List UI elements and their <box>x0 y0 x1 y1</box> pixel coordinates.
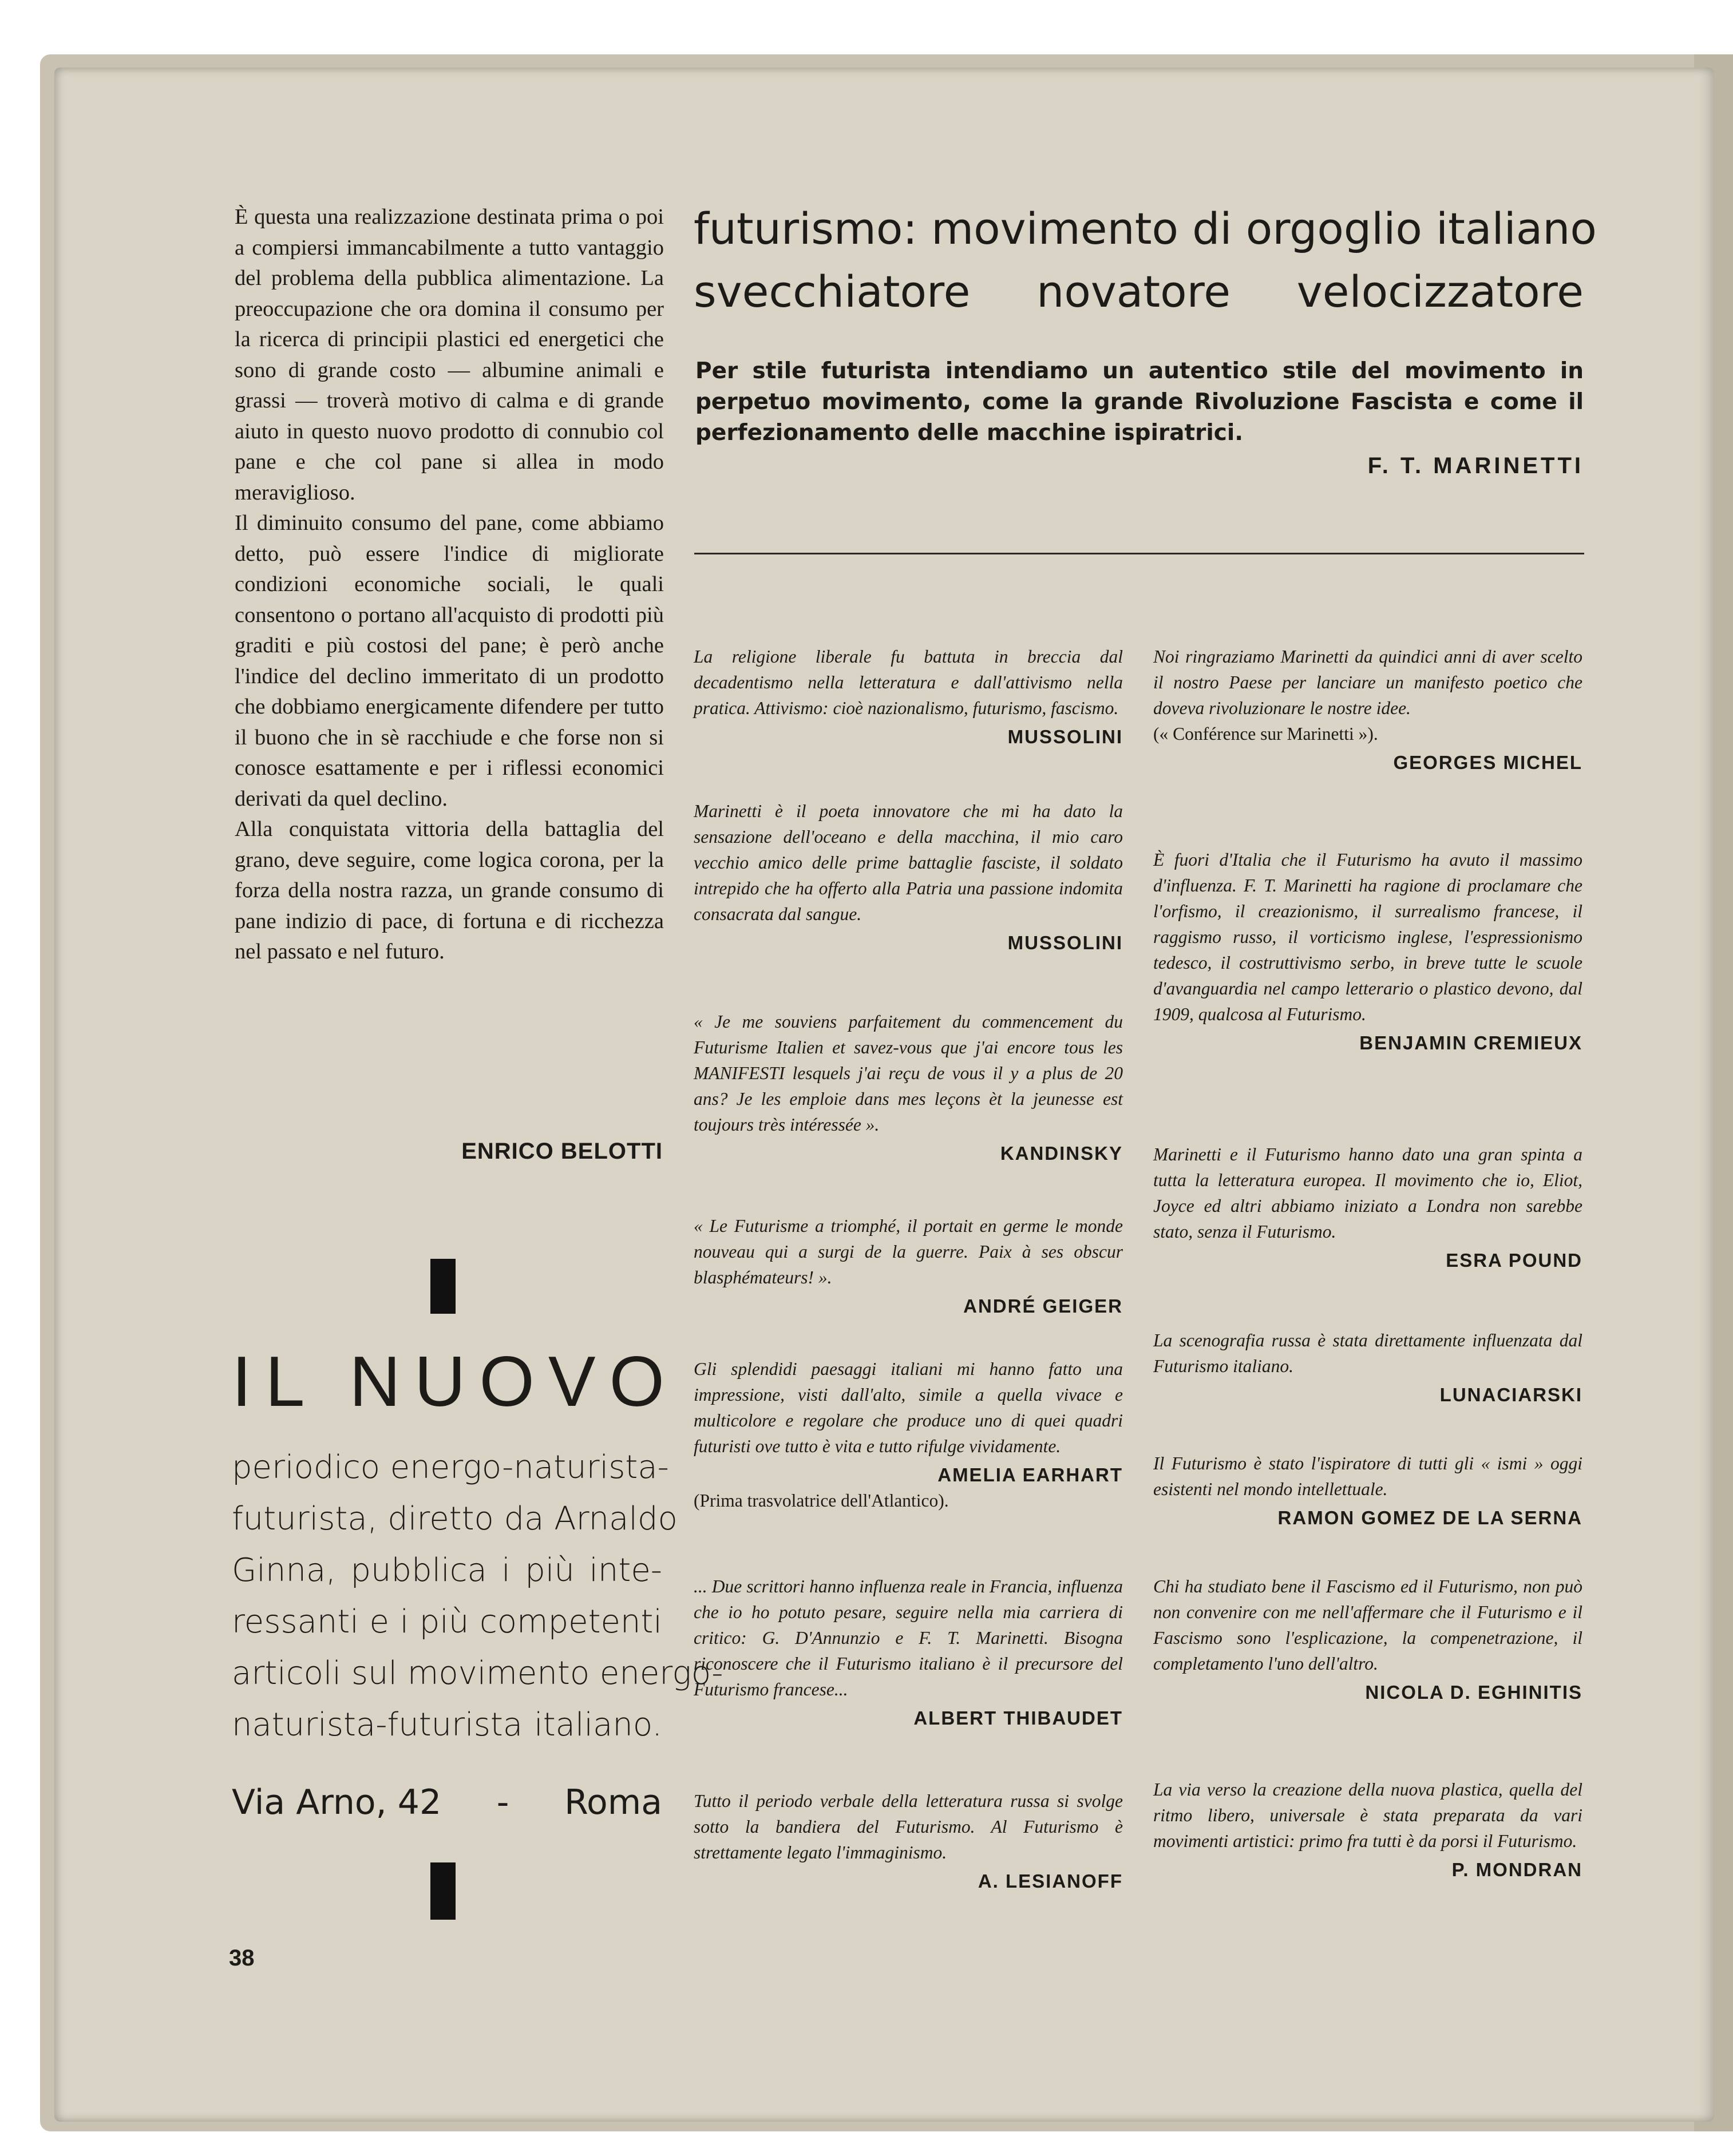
quote-block <box>1153 1450 1582 1531</box>
quote-text: È fuori d'Italia che il Futurismo ha avuto il massimo d'influenza. F. T. Marinetti ha ragione di proclamare che l'orfismo, il creazionismo, il surrealismo francese, il raggismo russo, il vorticismo inglese, l'espressionismo tedesco, il costruttivismo serbo, in breve tutte le scuole d'avanguardia nel campo letterario o plastico devono, dal 1909, qualcosa al Futurismo. <box>1153 850 1582 1024</box>
quote-author: A. LESIANOFF <box>978 1870 1123 1892</box>
quote-author: MUSSOLINI <box>1007 932 1123 953</box>
quote-block <box>694 1574 1123 1731</box>
quote-text: ... Due scrittori hanno influenza reale in Francia, influenza che io ho potuto pesare, seguire nella mia carriera di critico: G. D'Annunzio e F. T. Marinetti. Bisogna riconoscere che il Futurismo italiano è il precursore del Futurismo francese... <box>694 1576 1123 1699</box>
advert-line: periodico energo-naturista- <box>232 1449 669 1486</box>
address-dash: - <box>496 1782 509 1822</box>
quote-block <box>1153 1777 1582 1882</box>
headline-line-1: futurismo: movimento di orgoglio italiano <box>694 203 1597 254</box>
article-paragraph: Alla conquistata vittoria della battaglia del grano, deve seguire, come logica corona, per la forza della nostra razza, un grande consumo di pane indizio di pace, di fortuna e di ricchezza nel passato e nel futuro. <box>235 817 664 964</box>
quote-block <box>694 798 1123 956</box>
quote-block <box>1153 1142 1582 1273</box>
advert-address <box>232 1780 662 1825</box>
quote-author: ALBERT THIBAUDET <box>913 1707 1123 1729</box>
main-quote: Per stile futurista intendiamo un autentico stile del movimento in perpetuo movimento, come la grande Rivoluzione Fascista e come il perfezionamento delle macchine ispiratrici. <box>695 358 1584 446</box>
page-number: 38 <box>229 1945 255 1971</box>
quote-block <box>694 1213 1123 1319</box>
quote-author: ESRA POUND <box>1446 1250 1582 1271</box>
quote-block <box>1153 1327 1582 1408</box>
quote-author: P. MONDRAN <box>1451 1859 1582 1880</box>
advert-line: ressanti e i più competenti <box>232 1603 662 1640</box>
quote-author: LUNACIARSKI <box>1439 1384 1582 1405</box>
quote-text: « Le Futurisme a triomphé, il portait en germe le monde nouveau qui a surgi de la guerre. Paix à ses obscur blasphémateurs! ». <box>694 1216 1123 1287</box>
address-city: Roma <box>564 1782 662 1822</box>
main-quote-author: F. T. MARINETTI <box>1367 453 1584 478</box>
quote-block <box>694 1009 1123 1166</box>
advert-description <box>232 1442 723 1751</box>
article-paragraph: Il diminuito consumo del pane, come abbiamo detto, può essere l'indice di migliorate condizioni economiche sociali, le quali consentono o portano all'acquisto di prodotti più graditi e più costosi del pane; è però anche l'indice del declino immeritato di un prodotto che dobbiamo energicamente difendere per tutto il buono che in sè racchiude e che forse non si conosce esattamente e per i riflessi economici derivati da quel declino. <box>235 511 664 811</box>
quote-author: KANDINSKY <box>1000 1143 1123 1164</box>
quote-author: BENJAMIN CREMIEUX <box>1359 1032 1582 1053</box>
quote-block <box>1153 1574 1582 1705</box>
quote-text: Chi ha studiato bene il Fascismo ed il Futurismo, non può non convenire con me nell'affermare che il Futurismo e il Fascismo sono l'esplicazione, la compenetrazione, il completamento l'uno dell'altro. <box>1153 1576 1582 1674</box>
quote-block <box>1153 644 1582 775</box>
quote-text: Tutto il periodo verbale della letteratura russa si svolge sotto la bandiera del Futurismo. Al Futurismo è strettamente legato l'immaginismo. <box>694 1791 1123 1862</box>
advert-line: Ginna, pubblica i più inte- <box>232 1552 662 1589</box>
headline <box>694 197 1597 323</box>
advert-line: naturista-futurista italiano. <box>232 1706 662 1743</box>
quote-text: Il Futurismo è stato l'ispiratore di tutti gli « ismi » oggi esistenti nel mondo intellettuale. <box>1153 1453 1582 1499</box>
quote-text: Noi ringraziamo Marinetti da quindici anni di aver scelto il nostro Paese per lanciare un manifesto poetico che doveva rivoluzionare le nostre idee. <box>1153 647 1582 718</box>
quote-note: (Prima trasvolatrice dell'Atlantico). <box>694 1491 949 1511</box>
quote-author: GEORGES MICHEL <box>1393 752 1582 773</box>
quote-text: La religione liberale fu battuta in breccia dal decadentismo nella letteratura e dall'attivismo nella pratica. Attivismo: cioè nazionalismo, futurismo, fascismo. <box>694 647 1123 718</box>
quote-text: « Je me souviens parfaitement du commencement du Futurisme Italien et savez-vous que j'ai encore tous les MANIFESTI lesquels j'ai reçu de vous il y a plus de 20 ans? Je les emploie dans mes leçons èt la jeunesse est toujours très intéressée ». <box>694 1012 1123 1135</box>
left-article-body <box>235 202 664 968</box>
quote-text: Marinetti e il Futurismo hanno dato una gran spinta a tutta la letteratura europea. Il movimento che io, Eliot, Joyce ed altri abbiamo iniziato a Londra non sarebbe stato, senza il Futurismo. <box>1153 1144 1582 1242</box>
decorative-bar <box>430 1862 456 1920</box>
quote-text: Gli splendidi paesaggi italiani mi hanno fatto una impressione, visti dall'alto, simile a quella vivace e multicolore e regolare che produce uno di quei quadri futuristi ove tutto è vita e tutto rifulge vividamente. <box>694 1359 1123 1456</box>
decorative-bar <box>430 1259 456 1314</box>
quote-author: AMELIA EARHART <box>937 1464 1123 1485</box>
quote-text: Marinetti è il poeta innovatore che mi ha dato la sensazione dell'oceano e della macchina, il mio caro vecchio amico delle prime battaglie fasciste, il soldato intrepido che ha offerto alla Patria una passione indomita consacrata dal sangue. <box>694 801 1123 924</box>
quote-author: RAMON GOMEZ DE LA SERNA <box>1277 1507 1582 1528</box>
advert-line: articoli sul movimento energo- <box>232 1655 723 1692</box>
address-street: Via Arno, 42 <box>232 1782 442 1822</box>
quote-author: ANDRÉ GEIGER <box>963 1295 1123 1317</box>
quote-text: La via verso la creazione della nuova plastica, quella del ritmo libero, universale è stata preparata da vari movimenti artistici: primo fra tutti è da porsi il Futurismo. <box>1153 1780 1582 1851</box>
quote-block <box>694 644 1123 750</box>
divider-rule <box>694 553 1584 554</box>
quote-author: MUSSOLINI <box>1007 726 1123 747</box>
headline-line-2: svecchiatore novatore velocizzatore <box>694 266 1584 317</box>
quote-author: NICOLA D. EGHINITIS <box>1365 1682 1582 1703</box>
quote-note: (« Conférence sur Marinetti »). <box>1153 724 1378 744</box>
quote-text: La scenografia russa è stata direttamente influenzata dal Futurismo italiano. <box>1153 1330 1582 1376</box>
article-paragraph: È questa una realizzazione destinata prima o poi a compiersi immancabilmente a tutto vantaggio del problema della pubblica alimentazione. La preoccupazione che ora domina il consumo per la ricerca di principii plastici ed energetici che sono di grande costo — albumine animali e grassi — troverà motivo di calma e di grande aiuto in questo nuovo prodotto di connubio col pane e che col pane si allea in modo meraviglioso. <box>235 205 664 505</box>
quote-block <box>1153 847 1582 1056</box>
advert-line: futurista, diretto da Arnaldo <box>232 1500 678 1537</box>
advert-title: IL NUOVO <box>232 1342 678 1421</box>
quote-block <box>694 1788 1123 1894</box>
quote-block <box>694 1356 1123 1513</box>
article-author: ENRICO BELOTTI <box>461 1139 663 1164</box>
